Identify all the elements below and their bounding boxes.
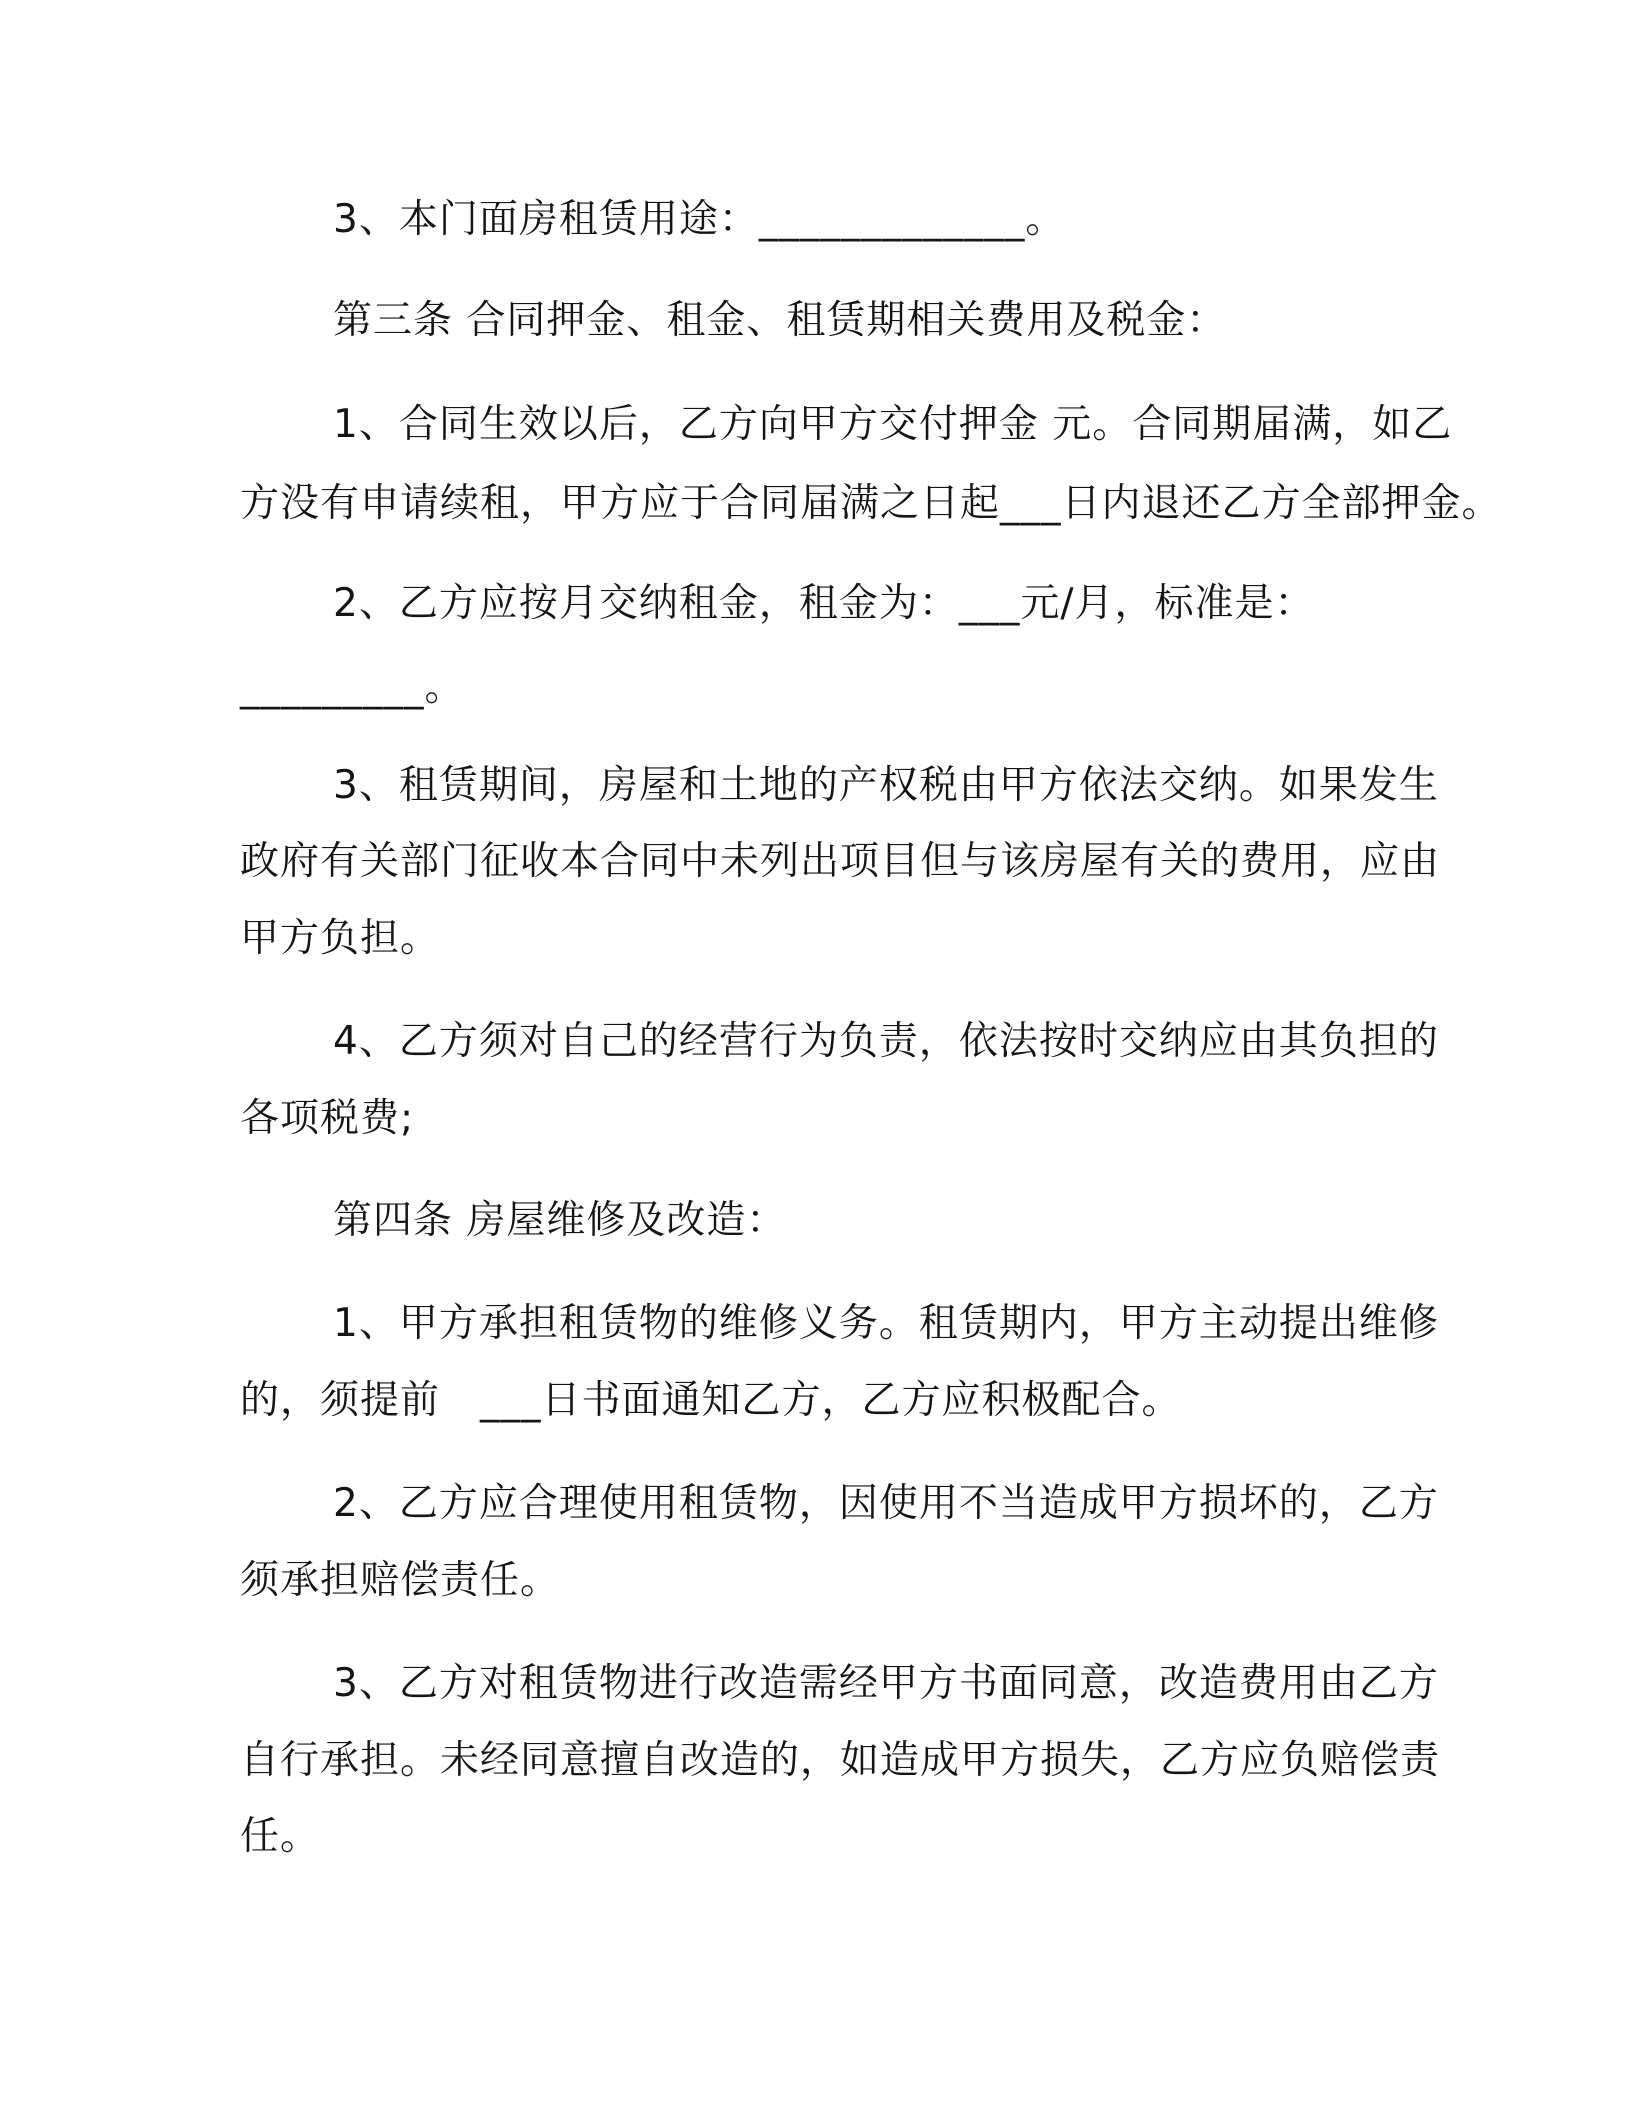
business-tax-clause-line-1: 4、乙方须对自己的经营行为负责，依法按时交纳应由其负担的 xyxy=(333,1019,1439,1064)
renovation-clause-line-1: 3、乙方对租赁物进行改造需经甲方书面同意，改造费用由乙方 xyxy=(333,1661,1439,1706)
clause-usage-line: 3、本门面房租赁用途：_____________。 xyxy=(333,197,1066,242)
usage-damage-clause-line-1: 2、乙方应合理使用租赁物，因使用不当造成甲方损坏的，乙方 xyxy=(333,1481,1439,1526)
tax-clause-line-1: 3、租赁期间，房屋和土地的产权税由甲方依法交纳。如果发生 xyxy=(333,763,1439,808)
rent-clause-line-1: 2、乙方应按月交纳租金，租金为：___元/月，标准是： xyxy=(333,581,1315,626)
repair-clause-line-2: 的，须提前 ___日书面通知乙方，乙方应积极配合。 xyxy=(240,1378,1182,1423)
renovation-clause-line-2: 自行承担。未经同意擅自改造的，如造成甲方损失，乙方应负赔偿责 xyxy=(240,1738,1441,1783)
renovation-clause-line-3: 任。 xyxy=(240,1814,321,1859)
article-three-heading: 第三条 合同押金、租金、租赁期相关费用及税金： xyxy=(333,298,1227,343)
deposit-clause-line-1: 1、合同生效以后，乙方向甲方交付押金 元。合同期届满，如乙 xyxy=(333,402,1453,447)
deposit-clause-line-2: 方没有申请续租，甲方应于合同届满之日起___日内退还乙方全部押金。 xyxy=(240,481,1502,526)
tax-clause-line-3: 甲方负担。 xyxy=(240,916,441,961)
article-four-heading: 第四条 房屋维修及改造： xyxy=(333,1198,787,1243)
repair-clause-line-1: 1、甲方承担租赁物的维修义务。租赁期内，甲方主动提出维修 xyxy=(333,1301,1439,1346)
usage-damage-clause-line-2: 须承担赔偿责任。 xyxy=(240,1558,561,1603)
business-tax-clause-line-2: 各项税费; xyxy=(240,1096,415,1141)
rent-clause-line-2: _________。 xyxy=(240,665,465,710)
tax-clause-line-2: 政府有关部门征收本合同中未列出项目但与该房屋有关的费用，应由 xyxy=(240,839,1441,884)
